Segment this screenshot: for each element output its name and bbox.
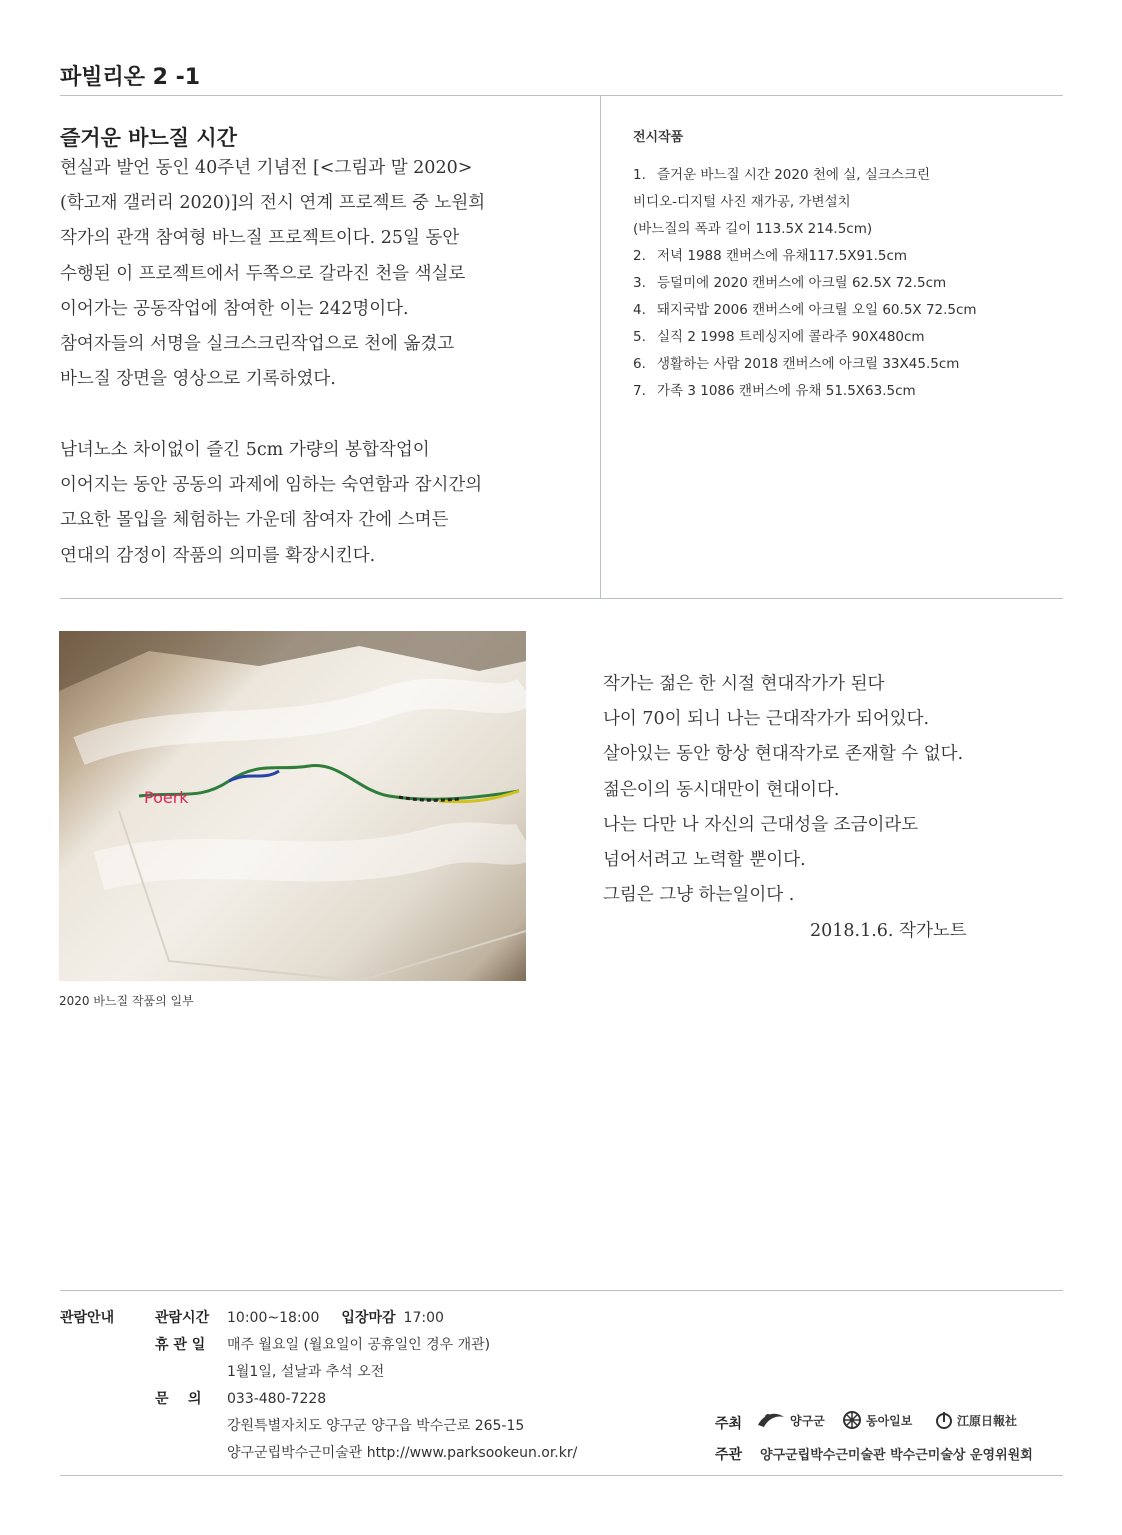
- list-item: 3. 등덜미에 2020 캔버스에 아크릴 62.5X 72.5cm: [633, 275, 947, 291]
- list-item: 7. 가족 3 1086 캔버스에 유채 51.5X63.5cm: [633, 383, 916, 399]
- list-item: 1. 즐거운 바느질 시간 2020 천에 실, 실크스크린: [633, 167, 931, 183]
- list-item: 5. 실직 2 1998 트레싱지에 콜라주 90X480cm: [633, 329, 925, 345]
- host-label: 주최: [715, 1416, 743, 1432]
- footer-divider-top: [60, 1290, 1063, 1291]
- essay-title: 즐거운 바느질 시간: [60, 125, 237, 150]
- info-closed-row: 휴 관 일 매주 월요일 (월요일이 공휴일인 경우 개관): [155, 1337, 491, 1353]
- footer-divider-bottom: [60, 1475, 1063, 1476]
- artwork-photo: [59, 631, 526, 981]
- essay-line: 남녀노소 차이없이 즐긴 5cm 가량의 봉합작업이: [60, 440, 430, 460]
- yanggu-logo: 양구군: [756, 1409, 825, 1431]
- kangwon-logo: 江原日報社: [935, 1410, 1017, 1430]
- note-line: 넘어서려고 노력할 뿐이다.: [603, 850, 806, 871]
- info-contact-row: 문 의 033-480-7228: [155, 1391, 327, 1407]
- essay-line: 수행된 이 프로젝트에서 두쪽으로 갈라진 천을 색실로: [60, 263, 466, 284]
- yanggu-emblem-icon: [756, 1409, 786, 1431]
- info-address: 강원특별자치도 양구군 양구읍 박수근로 265-15: [227, 1418, 525, 1434]
- note-line: 젊은이의 동시대만이 현대이다.: [603, 779, 840, 800]
- essay-line: 이어가는 공동작업에 참여한 이는 242명이다.: [60, 298, 409, 319]
- info-label: 관람안내: [60, 1310, 115, 1326]
- kangwon-emblem-icon: [935, 1410, 953, 1430]
- photo-caption: 2020 바느질 작품의 일부: [59, 994, 194, 1008]
- note-line: 나이 70이 되니 나는 근대작가가 되어있다.: [603, 709, 930, 730]
- essay-line: 현실과 발언 동인 40주년 기념전 [<그림과 말 2020>: [60, 158, 473, 178]
- donga-logo: 동아일보: [842, 1410, 912, 1430]
- essay-line: 연대의 감정이 작품의 의미를 확장시킨다.: [60, 545, 376, 566]
- essay-line: 작가의 관객 참여형 바느질 프로젝트이다. 25일 동안: [60, 228, 460, 249]
- essay-paragraph-1: [60, 151, 590, 397]
- works-list: [633, 162, 977, 405]
- list-item-continuation: 비디오-디지털 사진 재가공, 가변설치: [633, 194, 851, 210]
- note-line: 그림은 그냥 하는일이다 .: [603, 885, 795, 906]
- essay-line: 이어지는 동안 공동의 과제에 임하는 숙연함과 잠시간의: [60, 475, 483, 496]
- note-line: 작가는 젊은 한 시절 현대작가가 된다: [603, 674, 885, 694]
- info-hours-row: 관람시간 10:00~18:00 입장마감 17:00: [155, 1310, 444, 1326]
- manage-text: 양구군립박수근미술관 박수근미술상 운영위원회: [760, 1448, 1033, 1463]
- essay-line: 바느질 장면을 영상으로 기록하였다.: [60, 369, 336, 390]
- list-item: 4. 돼지국밥 2006 캔버스에 아크릴 오일 60.5X 72.5cm: [633, 302, 977, 318]
- note-signature: 2018.1.6. 작가노트: [810, 921, 967, 941]
- essay-line: (학고재 갤러리 2020)]의 전시 연계 프로젝트 중 노원희: [60, 193, 486, 214]
- note-line: 살아있는 동안 항상 현대작가로 존재할 수 없다.: [603, 744, 964, 765]
- stitched-signature: Poerk: [144, 788, 189, 807]
- essay-paragraph-2: [60, 433, 590, 574]
- essay-line: 참여자들의 서명을 실크스크린작업으로 천에 옮겼고: [60, 334, 455, 355]
- column-divider: [600, 96, 601, 598]
- artist-note: [603, 667, 963, 913]
- fabric-stitch-image: [59, 631, 526, 981]
- works-heading: 전시작품: [633, 130, 684, 145]
- header-divider: [60, 95, 1063, 96]
- info-closed-row-2: 1월1일, 설날과 추석 오전: [227, 1364, 385, 1380]
- info-museum-link[interactable]: 양구군립박수근미술관 http://www.parksookeun.or.kr/: [227, 1445, 578, 1461]
- section-divider: [60, 598, 1063, 599]
- list-item: 2. 저녁 1988 캔버스에 유채117.5X91.5cm: [633, 248, 908, 264]
- essay-line: 고요한 몰입을 체험하는 가운데 참여자 간에 스며든: [60, 510, 449, 531]
- note-line: 나는 다만 나 자신의 근대성을 조금이라도: [603, 814, 919, 835]
- page-title: 파빌리온 2 -1: [60, 65, 201, 90]
- list-item: 6. 생활하는 사람 2018 캔버스에 아크릴 33X45.5cm: [633, 356, 960, 372]
- list-item-continuation: (바느질의 폭과 길이 113.5X 214.5cm): [633, 221, 873, 237]
- donga-emblem-icon: [842, 1410, 862, 1430]
- manage-label: 주관: [715, 1447, 743, 1463]
